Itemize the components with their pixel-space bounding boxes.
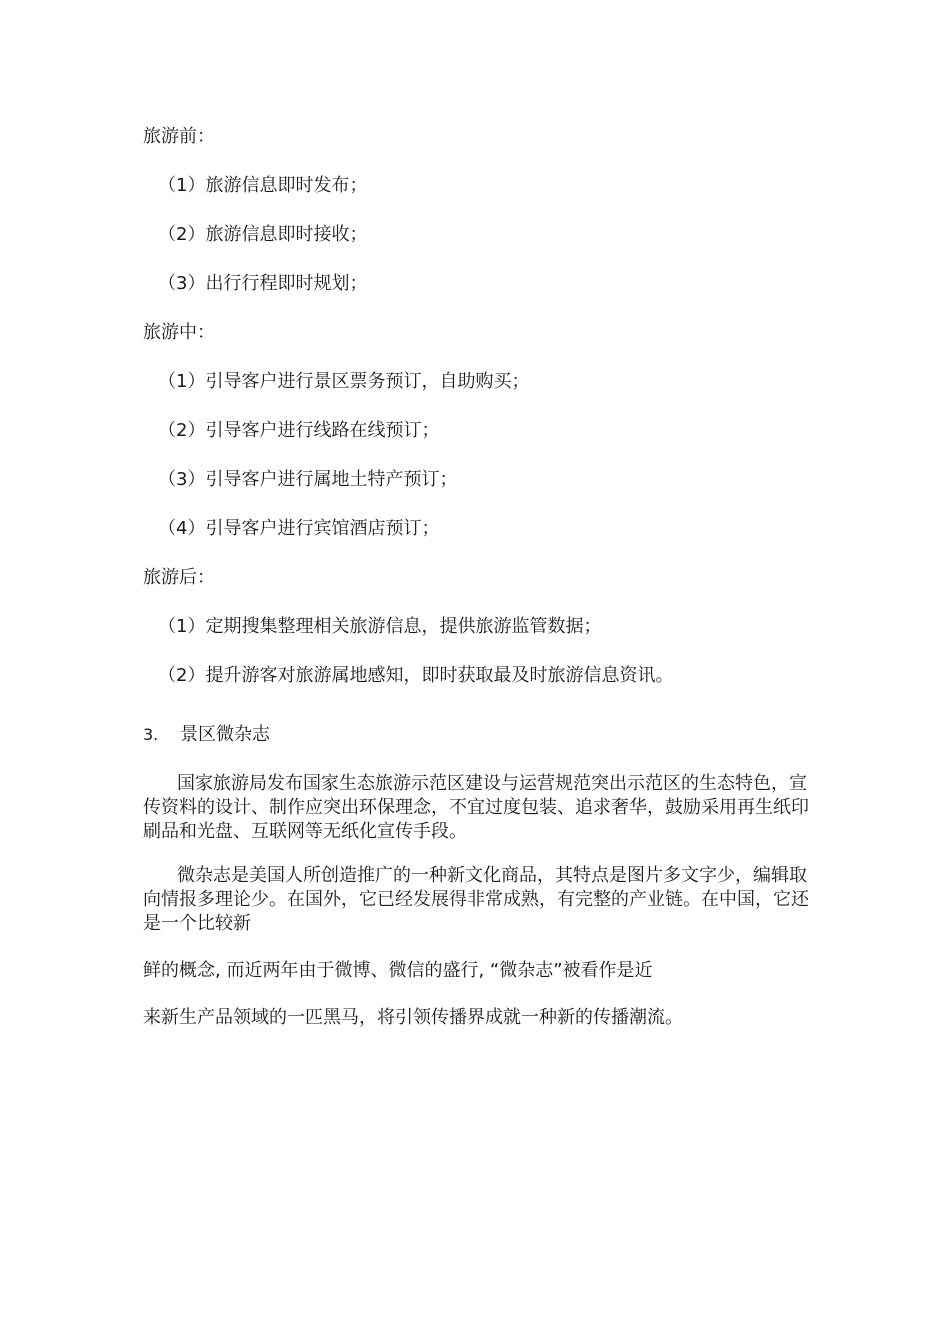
during-item-2: （2）引导客户进行线路在线预订； <box>158 420 440 441</box>
before-travel-title: 旅游前： <box>143 126 215 147</box>
during-item-3: （3）引导客户进行属地土特产预订； <box>158 469 458 490</box>
after-travel-title: 旅游后： <box>143 567 215 588</box>
paragraph-policy: 国家旅游局发布国家生态旅游示范区建设与运营规范突出示范区的生态特色，宣传资料的设计、制作应突出环保理念，不宜过度包装、追求奢华，鼓励采用再生纸印刷品和光盘、互联网等无纸化宣传手段。 <box>143 773 809 842</box>
before-item-2: （2）旅游信息即时接收； <box>158 224 368 245</box>
before-item-1: （1）旅游信息即时发布； <box>158 175 368 196</box>
during-item-1: （1）引导客户进行景区票务预订，自助购买； <box>158 371 530 392</box>
after-item-2: （2）提升游客对旅游属地感知，即时获取最及时旅游信息资讯。 <box>158 665 674 686</box>
section-number: 3. <box>143 725 159 744</box>
after-item-1: （1）定期搜集整理相关旅游信息，提供旅游监管数据； <box>158 616 602 637</box>
paragraph-line-continued: 鲜的概念, 而近两年由于微博、微信的盛行, “微杂志”被看作是近 <box>143 960 653 981</box>
section-title: 景区微杂志 <box>180 724 270 745</box>
during-travel-title: 旅游中： <box>143 322 215 343</box>
during-item-4: （4）引导客户进行宾馆酒店预订； <box>158 518 440 539</box>
before-item-3: （3）出行行程即时规划； <box>158 273 368 294</box>
paragraph-micro-magazine: 微杂志是美国人所创造推广的一种新文化商品，其特点是图片多文字少，编辑取向情报多理论少。在国外，它已经发展得非常成熟，有完整的产业链。在中国，它还是一个比较新 <box>143 865 809 934</box>
paragraph-line-final: 来新生产品领域的一匹黑马，将引领传播界成就一种新的传播潮流。 <box>143 1007 683 1028</box>
